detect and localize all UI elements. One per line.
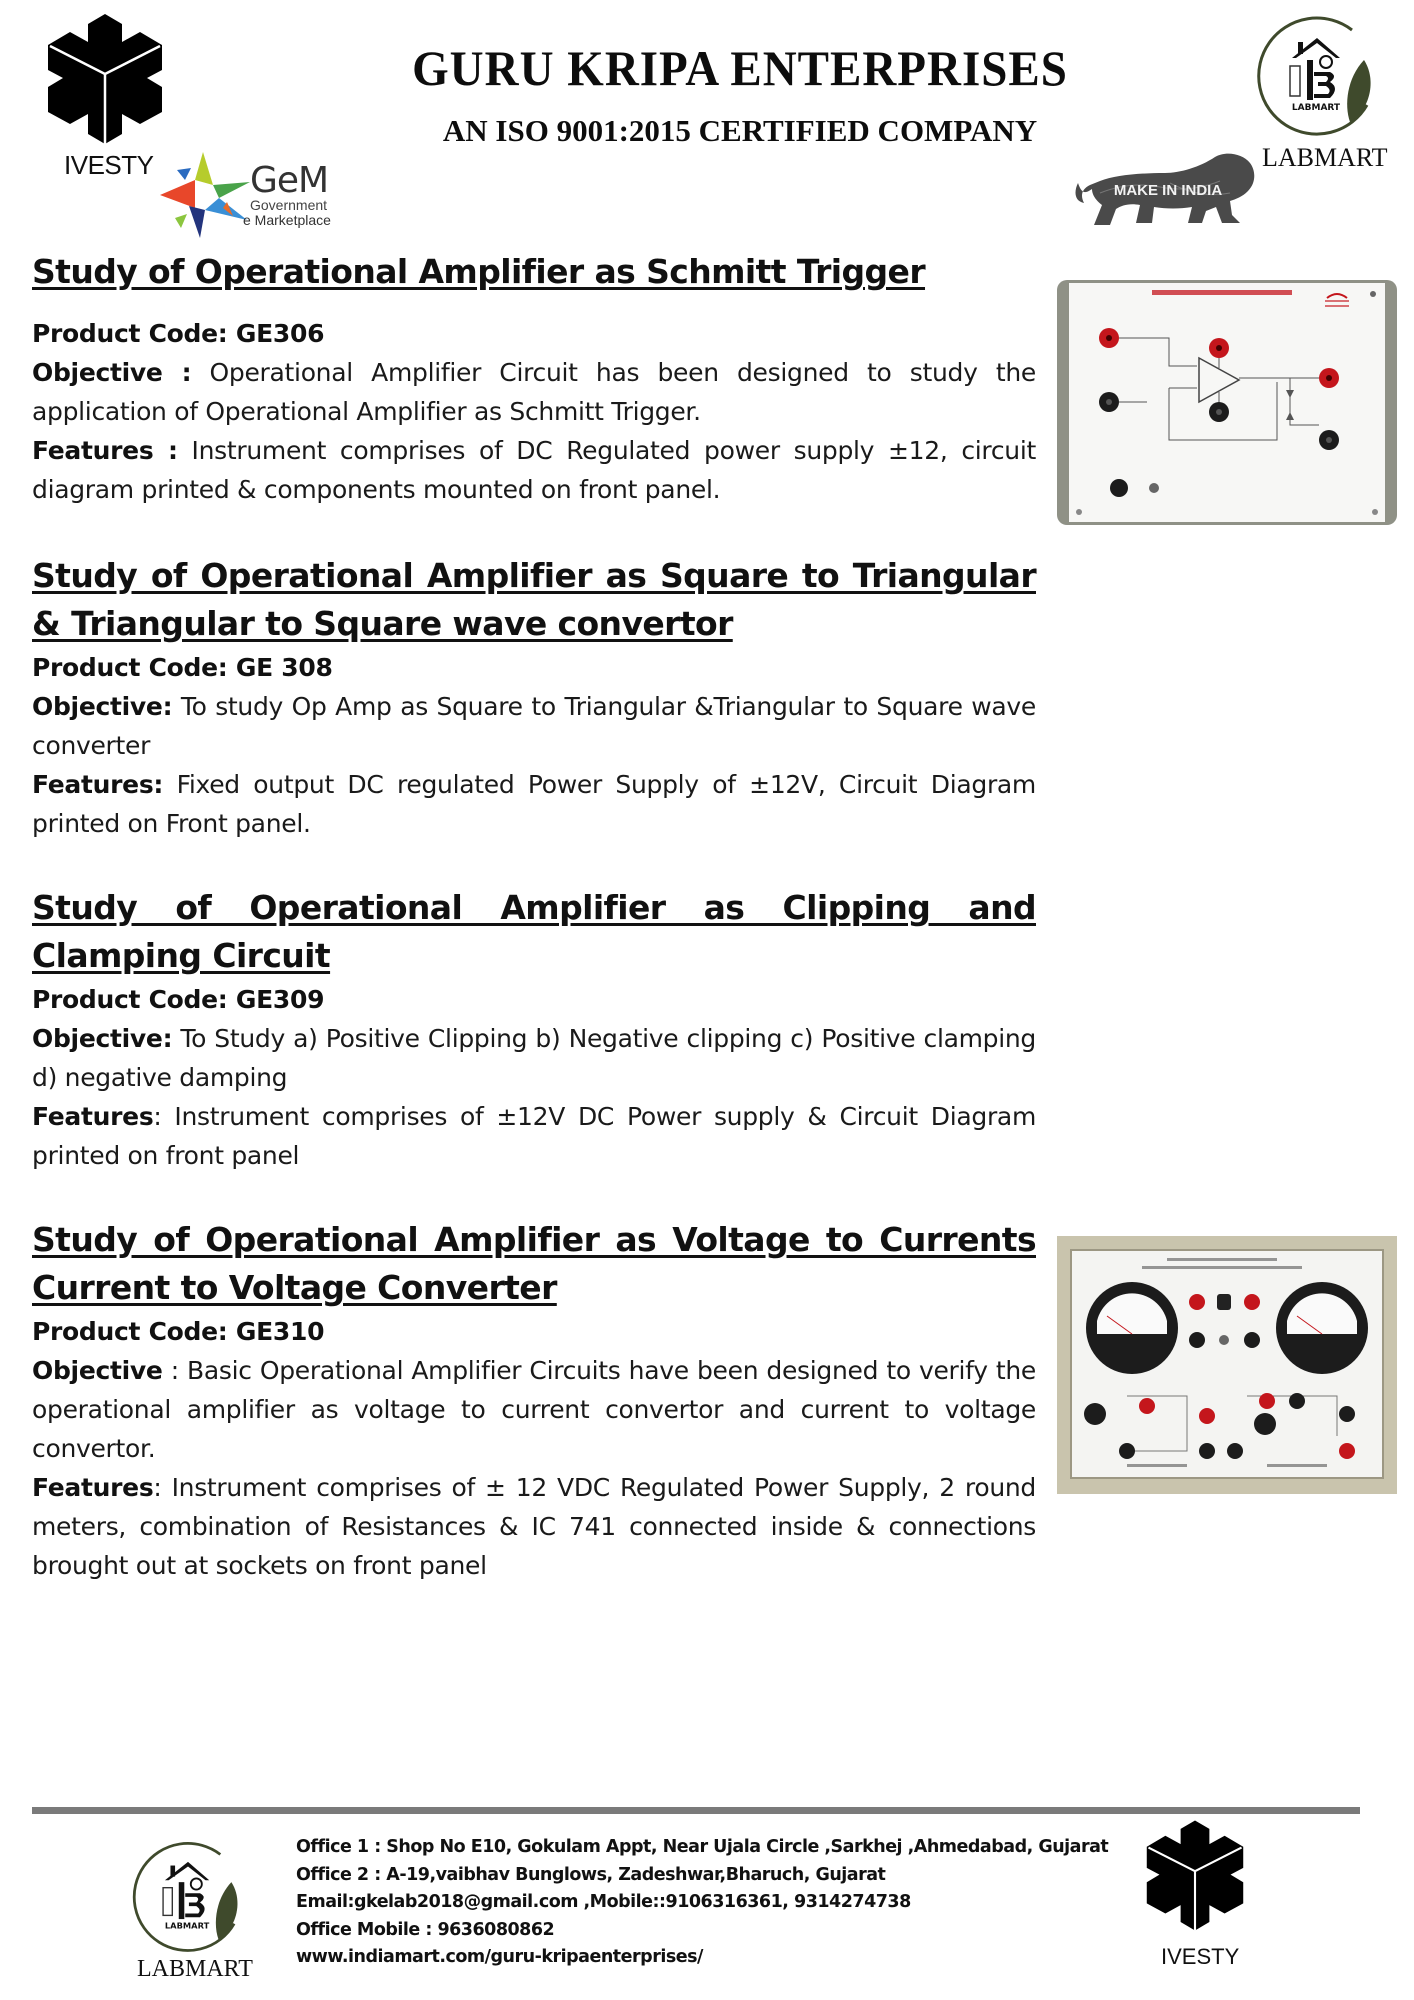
product-code: Product Code: GE309 xyxy=(32,985,325,1014)
product-objective: Objective : Operational Amplifier Circuit has been designed to study the application of Operational Amplifier as Schmitt Trigger. xyxy=(32,358,1036,426)
footer-ivesty-label: IVESTY xyxy=(1161,1944,1240,1969)
product-objective: Objective: To Study a) Positive Clipping b) Negative clipping c) Positive clamping d) negative damping xyxy=(32,1024,1036,1092)
labmart-badge-label: LABMART xyxy=(1291,103,1341,113)
labmart-label: LABMART xyxy=(1262,143,1388,172)
footer-office-mobile: Office Mobile : 9636080862 xyxy=(296,1919,555,1940)
product-section-ge310 xyxy=(32,1216,1036,1585)
gem-subtitle-marketplace: e Marketplace xyxy=(243,212,331,228)
product-objective: Objective: To study Op Amp as Square to Triangular &Triangular to Square wave converter xyxy=(32,692,1036,760)
product-title: Study of Operational Amplifier as Square to Triangular & Triangular to Square wave convertor xyxy=(32,556,1036,643)
footer-labmart-badge-label: LABMART xyxy=(164,1920,210,1931)
product-title: Study of Operational Amplifier as Voltage to Currents Current to Voltage Converter xyxy=(32,1220,1036,1307)
footer-labmart-label: LABMART xyxy=(137,1956,253,1982)
labmart-logo-icon xyxy=(1252,10,1382,140)
voltage-current-converter-trainer-image xyxy=(1057,1236,1397,1494)
ivesty-label: IVESTY xyxy=(64,150,154,180)
footer-labmart-logo-icon xyxy=(128,1836,248,1956)
product-title: Study of Operational Amplifier as Clipping and Clamping Circuit xyxy=(32,888,1036,975)
footer-divider xyxy=(32,1807,1360,1814)
footer-website-link[interactable]: www.indiamart.com/guru-kripaenterprises/ xyxy=(296,1947,703,1967)
footer-email-mobile[interactable]: Email:gkelab2018@gmail.com ,Mobile::9106316361, 9314274738 xyxy=(296,1892,911,1912)
product-title: Study of Operational Amplifier as Schmitt Trigger xyxy=(32,252,926,291)
footer-office2: Office 2 : A-19,vaibhav Bunglows, Zadeshwar,Bharuch, Gujarat xyxy=(296,1864,886,1885)
ivesty-cube-icon xyxy=(40,12,170,152)
footer-contact-info xyxy=(296,1834,1108,1972)
footer-ivesty-logo xyxy=(1140,1818,1250,1943)
product-code: Product Code: GE 308 xyxy=(32,653,333,682)
ivesty-logo xyxy=(40,12,170,152)
product-objective: Objective : Basic Operational Amplifier Circuits have been designed to verify the operational amplifier as voltage to current convertor and current to voltage convertor. xyxy=(32,1356,1036,1463)
product-section-ge306 xyxy=(32,248,1036,509)
product-features: Features : Instrument comprises of DC Regulated power supply ±12, circuit diagram printed & components mounted on front panel. xyxy=(32,436,1036,504)
gem-title: GeM xyxy=(250,160,329,201)
company-certification: AN ISO 9001:2015 CERTIFIED COMPANY xyxy=(442,113,1038,148)
product-features: Features: Instrument comprises of ±12V DC Power supply & Circuit Diagram printed on front panel xyxy=(32,1102,1036,1170)
product-features: Features: Fixed output DC regulated Power Supply of ±12V, Circuit Diagram printed on Front panel. xyxy=(32,770,1036,838)
gem-subtitle-government: Government xyxy=(250,197,328,213)
make-in-india-label: MAKE IN INDIA xyxy=(1113,182,1223,199)
product-section-ge308 xyxy=(32,552,1036,843)
schmitt-trigger-trainer-image xyxy=(1057,280,1397,525)
product-section-ge309 xyxy=(32,884,1036,1175)
footer-ivesty-cube-icon xyxy=(1140,1818,1250,1938)
product-code: Product Code: GE306 xyxy=(32,319,325,348)
company-name: GURU KRIPA ENTERPRISES xyxy=(412,41,1068,97)
make-in-india-lion-icon xyxy=(1070,143,1260,233)
product-features: Features: Instrument comprises of ± 12 VDC Regulated Power Supply, 2 round meters, combination of Resistances & IC 741 connected inside & connections brought out at sockets on front panel xyxy=(32,1473,1036,1580)
product-code: Product Code: GE310 xyxy=(32,1317,325,1346)
footer-office1: Office 1 : Shop No E10, Gokulam Appt, Near Ujala Circle ,Sarkhej ,Ahmedabad, Gujarat xyxy=(296,1837,1109,1857)
